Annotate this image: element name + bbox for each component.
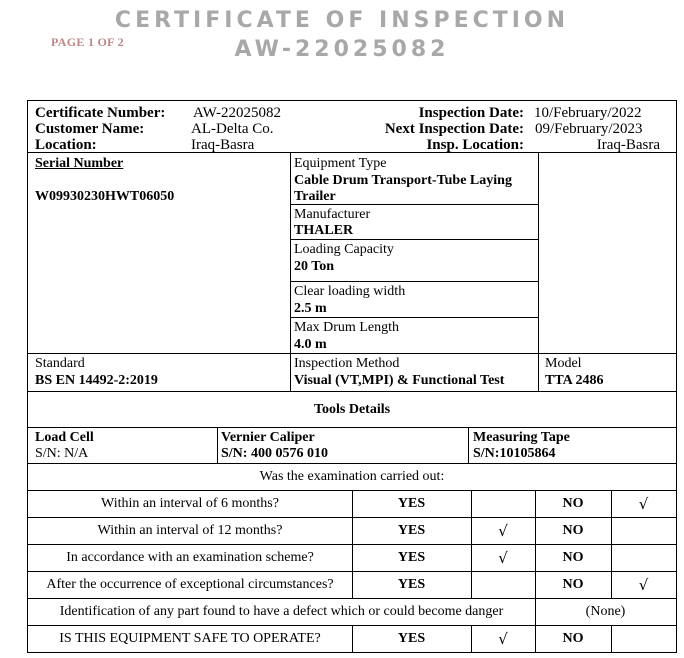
- manufacturer-label: Manufacturer: [294, 207, 371, 222]
- divider: [538, 152, 539, 391]
- insp-location-label: Insp. Location:: [426, 137, 524, 153]
- examination-row-label: Within an interval of 12 months?: [97, 523, 283, 538]
- check-mark-icon: √: [498, 630, 508, 648]
- divider: [217, 427, 218, 463]
- divider: [28, 463, 676, 464]
- tools-details-title: Tools Details: [313, 402, 391, 417]
- check-mark-icon: √: [638, 495, 649, 513]
- vernier-caliper-sn: S/N: 400 0576 010: [221, 446, 328, 461]
- no-label: NO: [562, 550, 584, 565]
- certificate-number-label: Certificate Number:: [35, 105, 166, 121]
- examination-question: Was the examination carried out:: [259, 469, 445, 484]
- yes-label: YES: [397, 577, 426, 592]
- insp-location-value: Iraq-Basra: [596, 137, 660, 153]
- examination-row-label: Within an interval of 6 months?: [101, 496, 279, 511]
- page-label: PAGE 1 OF 2: [51, 35, 124, 49]
- divider: [28, 598, 676, 599]
- divider: [290, 152, 291, 391]
- divider: [290, 281, 538, 282]
- location-value: Iraq-Basra: [191, 137, 255, 153]
- yes-label: YES: [397, 523, 426, 538]
- customer-name-value: AL-Delta Co.: [191, 121, 274, 137]
- manufacturer-value: THALER: [294, 223, 354, 238]
- defect-value: (None): [585, 604, 626, 619]
- model-label: Model: [545, 356, 582, 371]
- clear-loading-width-label: Clear loading width: [294, 284, 406, 299]
- inspection-date-value: 10/February/2022: [534, 105, 642, 121]
- load-cell-label: Load Cell: [35, 430, 94, 445]
- no-label: NO: [562, 496, 584, 511]
- load-cell-sn: S/N: N/A: [35, 446, 89, 461]
- yes-label: YES: [397, 550, 426, 565]
- yes-label: YES: [397, 496, 426, 511]
- divider: [611, 625, 612, 653]
- certificate-title: CERTIFICATE OF INSPECTION: [114, 8, 570, 33]
- loading-capacity-value: 20 Ton: [294, 259, 335, 274]
- max-drum-length-value: 4.0 m: [294, 337, 327, 352]
- divider: [28, 427, 676, 428]
- defect-label: Identification of any part found to have a defect which or could become danger: [59, 604, 504, 619]
- divider: [468, 427, 469, 463]
- divider: [28, 391, 676, 392]
- inspection-method-label: Inspection Method: [294, 356, 400, 371]
- clear-loading-width-value: 2.5 m: [294, 301, 327, 316]
- location-label: Location:: [35, 137, 97, 153]
- equipment-type-label: Equipment Type: [294, 156, 387, 171]
- equipment-type-value: Cable Drum Transport-Tube Laying: [294, 173, 512, 188]
- divider: [290, 239, 538, 240]
- next-inspection-date-label: Next Inspection Date:: [384, 121, 524, 137]
- divider: [28, 353, 676, 354]
- examination-row-label: After the occurrence of exceptional circumstances?: [46, 577, 334, 592]
- divider: [471, 490, 472, 598]
- check-mark-icon: √: [498, 549, 508, 567]
- certificate-table: [27, 100, 677, 653]
- inspection-method-value: Visual (VT,MPI) & Functional Test: [294, 373, 505, 388]
- check-mark-icon: √: [638, 576, 649, 594]
- safe-no-label: NO: [562, 631, 584, 646]
- standard-value: BS EN 14492-2:2019: [35, 373, 158, 388]
- check-mark-icon: √: [498, 522, 508, 540]
- measuring-tape-label: Measuring Tape: [473, 430, 570, 445]
- certificate-number-value: AW-22025082: [193, 105, 281, 121]
- serial-number-value: W09930230HWT06050: [35, 189, 175, 204]
- vernier-caliper-label: Vernier Caliper: [221, 430, 315, 445]
- standard-label: Standard: [35, 356, 85, 371]
- safe-to-operate-label: IS THIS EQUIPMENT SAFE TO OPERATE?: [59, 631, 321, 646]
- no-label: NO: [562, 577, 584, 592]
- customer-name-label: Customer Name:: [35, 121, 145, 137]
- certificate-id-title: AW-22025082: [234, 37, 450, 62]
- equipment-type-value-cont: Trailer: [294, 189, 336, 204]
- model-value: TTA 2486: [545, 373, 604, 388]
- max-drum-length-label: Max Drum Length: [294, 320, 399, 335]
- loading-capacity-label: Loading Capacity: [294, 242, 394, 257]
- no-label: NO: [562, 523, 584, 538]
- divider: [535, 490, 536, 653]
- safe-yes-label: YES: [397, 631, 426, 646]
- divider: [290, 317, 538, 318]
- serial-number-label: Serial Number: [35, 156, 124, 171]
- measuring-tape-sn: S/N:10105864: [473, 446, 556, 461]
- examination-row-label: In accordance with an examination scheme?: [66, 550, 314, 565]
- next-inspection-date-value: 09/February/2023: [535, 121, 643, 137]
- inspection-date-label: Inspection Date:: [418, 105, 524, 121]
